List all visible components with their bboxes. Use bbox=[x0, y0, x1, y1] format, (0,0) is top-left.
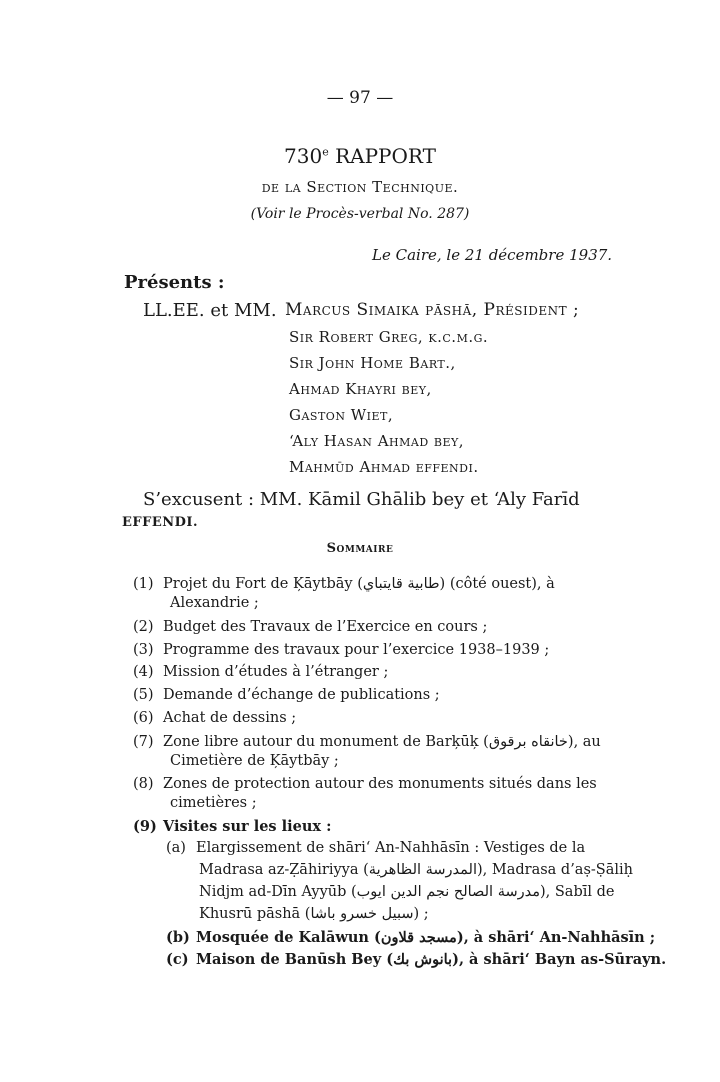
item-7-num: (7) bbox=[133, 734, 154, 750]
item-4-num: (4) bbox=[133, 664, 154, 680]
item-6-text: Achat de dessins ; bbox=[163, 710, 297, 726]
item-7-cont: Cimetière de Ķāytbāy ; bbox=[170, 753, 339, 769]
item-3-text: Programme des travaux pour l’exercice 1938–1939 ; bbox=[163, 642, 550, 658]
item-2-text: Budget des Travaux de l’Exercice en cours ; bbox=[163, 619, 488, 635]
member-5: ‘Aly Hasan Ahmad bey, bbox=[289, 432, 465, 450]
item-8-text: Zones de protection autour des monuments situés dans les bbox=[163, 776, 597, 792]
item-2-num: (2) bbox=[133, 619, 154, 635]
item-6-num: (6) bbox=[133, 710, 154, 726]
member-6: Mahmūd Ahmad effendi. bbox=[289, 458, 479, 476]
subitem-a-line-1: Elargissement de shāri‘ An-Nahhāsīn : Vestiges de la bbox=[196, 840, 586, 856]
report-title-word: RAPPORT bbox=[335, 144, 436, 168]
report-date: Le Caire, le 21 décembre 1937. bbox=[372, 246, 613, 264]
item-4-text: Mission d’études à l’étranger ; bbox=[163, 664, 389, 680]
item-3-num: (3) bbox=[133, 642, 154, 658]
member-3: Ahmad Khayri bey, bbox=[289, 380, 432, 398]
subitem-b-num: (b) bbox=[166, 929, 190, 946]
item-5-num: (5) bbox=[133, 687, 154, 703]
subitem-a-line-4: Khusrū pāshā (سبيل خسرو باشا) ; bbox=[199, 906, 429, 922]
presents-label: Présents : bbox=[124, 272, 225, 293]
item-9-text: Visites sur les lieux : bbox=[163, 818, 332, 835]
item-1-num: (1) bbox=[133, 576, 154, 592]
report-reference: (Voir le Procès-verbal No. 287) bbox=[250, 206, 470, 222]
item-8-cont: cimetières ; bbox=[170, 795, 257, 811]
subitem-a-line-3: Nidjm ad-Dīn Ayyūb (مدرسة الصالح نجم الدين ايوب), Sabīl de bbox=[199, 884, 615, 900]
item-1-text: Projet du Fort de Ķāytbāy (طابية قايتباي) (côté ouest), à bbox=[163, 576, 555, 592]
subitem-c-line-1: Maison de Banūsh Bey (بانوش بك), à shāri‘ Bayn as-Sūrayn. bbox=[196, 951, 667, 968]
report-title bbox=[0, 144, 720, 168]
member-0: Marcus Simaika pāshā, Président ; bbox=[285, 300, 580, 320]
item-9-num: (9) bbox=[133, 818, 157, 835]
item-1-cont: Alexandrie ; bbox=[170, 595, 259, 611]
member-2: Sir John Home Bart., bbox=[289, 354, 456, 372]
item-7-text: Zone libre autour du monument de Barķūķ (خانقاه برقوق), au bbox=[163, 734, 601, 750]
presents-lead: LL.EE. et MM. bbox=[143, 300, 277, 321]
sommaire-heading: Sommaire bbox=[326, 541, 394, 556]
page-number: — 97 — bbox=[326, 88, 394, 108]
report-title-number: 730 bbox=[284, 144, 323, 168]
subitem-b-line-1: Mosquée de Kalāwun (مسجد قلاون), à shāri‘ An-Nahhāsīn ; bbox=[196, 929, 656, 946]
excused-line-1: S’excusent : MM. Kāmil Ghālib bey et ‘Aly Farīd bbox=[143, 489, 580, 510]
report-subtitle: de la Section Technique. bbox=[261, 178, 459, 196]
report-title-suffix: e bbox=[322, 145, 329, 159]
member-4: Gaston Wiet, bbox=[289, 406, 394, 424]
subitem-a-line-2: Madrasa az-Ẓāhiriyya (المدرسة الظاهرية), Madrasa d’aṣ-Ṣāliḥ bbox=[199, 862, 633, 878]
subitem-a-num: (a) bbox=[166, 840, 186, 856]
excused-line-2: EFFENDI. bbox=[122, 515, 199, 530]
member-1: Sir Robert Greg, k.c.m.g. bbox=[289, 328, 489, 346]
item-8-num: (8) bbox=[133, 776, 154, 792]
subitem-c-num: (c) bbox=[166, 951, 189, 968]
item-5-text: Demande d’échange de publications ; bbox=[163, 687, 440, 703]
